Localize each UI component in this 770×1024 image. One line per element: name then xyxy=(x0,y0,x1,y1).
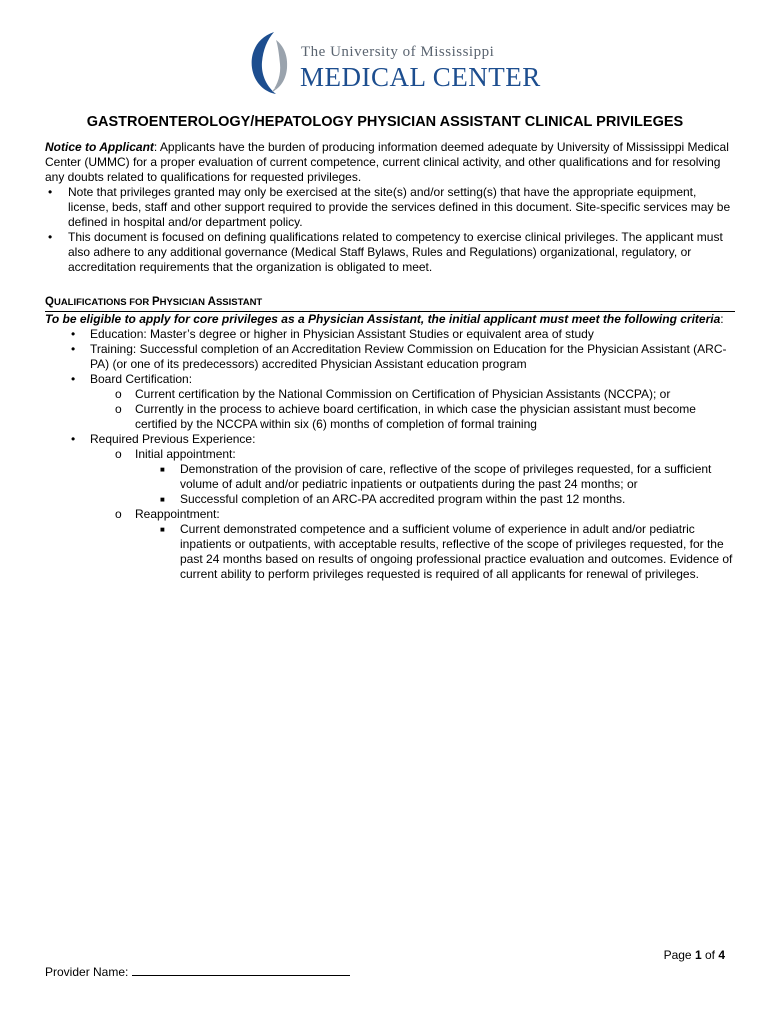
bullet-dot-icon: • xyxy=(71,432,76,446)
logo-university-name: The University of Mississippi xyxy=(301,44,495,60)
bullet-circle-icon: o xyxy=(115,402,122,416)
qualifications-intro: To be eligible to apply for core privileges as a Physician Assistant, the initial applicant must meet the following criteria: xyxy=(45,312,724,326)
board-item: o Currently in the process to achieve board certification, in which case the physician assistant must become certified by the NCCPA within six (6) months of completion of formal training xyxy=(115,402,696,431)
board-certification-list xyxy=(90,387,735,432)
reappointment-list xyxy=(135,522,735,582)
bullet-circle-icon: o xyxy=(115,507,122,521)
reappointment-item: ■ Current demonstrated competence and a sufficient volume of experience in adult and/or pediatric inpatients or outpatients, with acceptable results, reflective of the scope of privileges requested, for the past 24 months based on results of ongoing professional practice evaluation and outcomes. Evidence of current ability to perform privileges requested is required of all applicants for renewal of privileges. xyxy=(160,522,733,581)
board-item: o Current certification by the National Commission on Certification of Physician Assistants (NCCPA); or xyxy=(115,387,671,401)
bullet-circle-icon: o xyxy=(115,387,122,401)
criteria-training: • Training: Successful completion of an Accreditation Review Commission on Education for the Physician Assistant (ARC-PA) (or one of its predecessors) accredited Physician Assistant education program xyxy=(71,342,727,371)
provider-name-blank[interactable] xyxy=(132,963,350,976)
notice-bullet-list xyxy=(45,185,735,275)
bullet-square-icon: ■ xyxy=(160,495,165,504)
experience-list xyxy=(90,447,735,582)
bullet-square-icon: ■ xyxy=(160,525,165,534)
criteria-board-certification: • Board Certification: o Current certification by the National Commission on Certification of Physician Assistants (NCCPA); or o Currently in the process to achieve board certification, in which case the physician assistant must become certified by the NCCPA within six (6) months of completion of formal training xyxy=(45,372,735,432)
experience-initial: o Initial appointment: ■ Demonstration of the provision of care, reflective of the scope of privileges requested, for a sufficient volume of adult and/or pediatric inpatients or outpatients during the past 24 months; or ■ Successful completion of an ARC-PA accredited program within the past 12 months. xyxy=(90,447,735,507)
page-title: GASTROENTEROLOGY/HEPATOLOGY PHYSICIAN ASSISTANT CLINICAL PRIVILEGES xyxy=(86,114,684,130)
criteria-experience: • Required Previous Experience: o Initial appointment: ■ Demonstration of the provision of care, reflective of the scope of privileges requested, for a sufficient volume of adult and/or pediatric inpatients or outpatients during the past 24 months; or ■ Successful completion of an ARC-PA accredited program within the past 12 months. o Reappointment: ■ Current demonstrated competence and a sufficient volume of experience in adult and/or pediatric inpatients or outpatients, with acceptable results, reflective of the scope of privileges requested, for the past 24 months based on results of ongoing professional practice evaluation and outcomes. Evidence of current ability to perform privileges requested is required of all applicants for renewal of privileges. xyxy=(45,432,735,582)
criteria-education: • Education: Master’s degree or higher in Physician Assistant Studies or equivalent area of study xyxy=(71,327,594,341)
bullet-dot-icon: • xyxy=(71,342,76,356)
bullet-dot-icon: • xyxy=(71,372,76,386)
notice-label: Notice to Applicant xyxy=(45,140,154,154)
notice-bullet: • This document is focused on defining qualifications related to competency to exercise clinical privileges. The applicant must also adhere to any additional governance (Medical Staff Bylaws, Rules and Regulations) organizational, regulatory, or accreditation requirements that the organization is obligated to meet. xyxy=(48,230,723,274)
initial-appointment-list xyxy=(135,462,735,507)
bullet-square-icon: ■ xyxy=(160,465,165,474)
ummc-logo-mark-icon xyxy=(246,30,296,96)
notice-text: : Applicants have the burden of producing information deemed adequate by University of Mississippi Medical Center (UMMC) for a proper evaluation of current competence, current clinical activity, and other qualifications and for resolving any doubts related to qualifications for requested privileges. xyxy=(45,140,729,184)
initial-item: ■ Demonstration of the provision of care, reflective of the scope of privileges requested, for a sufficient volume of adult and/or pediatric inpatients or outpatients during the past 24 months; or xyxy=(160,462,712,491)
bullet-dot-icon: • xyxy=(48,230,53,244)
bullet-circle-icon: o xyxy=(115,447,122,461)
qualifications-heading: QUALIFICATIONS FOR PHYSICIAN ASSISTANT xyxy=(45,295,735,312)
document-body xyxy=(45,140,735,582)
bullet-dot-icon: • xyxy=(48,185,53,199)
initial-item: ■ Successful completion of an ARC-PA accredited program within the past 12 months. xyxy=(160,492,626,506)
ummc-logo xyxy=(246,30,541,96)
criteria-list xyxy=(45,327,735,582)
provider-name-label: Provider Name: xyxy=(45,965,129,979)
page-number: Page 1 of 4 xyxy=(663,948,725,962)
notice-paragraph xyxy=(45,140,735,185)
logo-medical-center: MEDICAL CENTER xyxy=(300,62,541,92)
experience-reappointment: o Reappointment: ■ Current demonstrated competence and a sufficient volume of experience in adult and/or pediatric inpatients or outpatients, with acceptable results, reflective of the scope of privileges requested, for the past 24 months based on results of ongoing professional practice evaluation and outcomes. Evidence of current ability to perform privileges requested is required of all applicants for renewal of privileges. xyxy=(90,507,735,582)
notice-bullet: • Note that privileges granted may only be exercised at the site(s) and/or setting(s) that have the appropriate equipment, license, beds, staff and other support required to provide the services defined in this document. Site-specific services may be defined in hospital and/or department policy. xyxy=(48,185,731,229)
bullet-dot-icon: • xyxy=(71,327,76,341)
provider-name-field xyxy=(45,963,350,979)
